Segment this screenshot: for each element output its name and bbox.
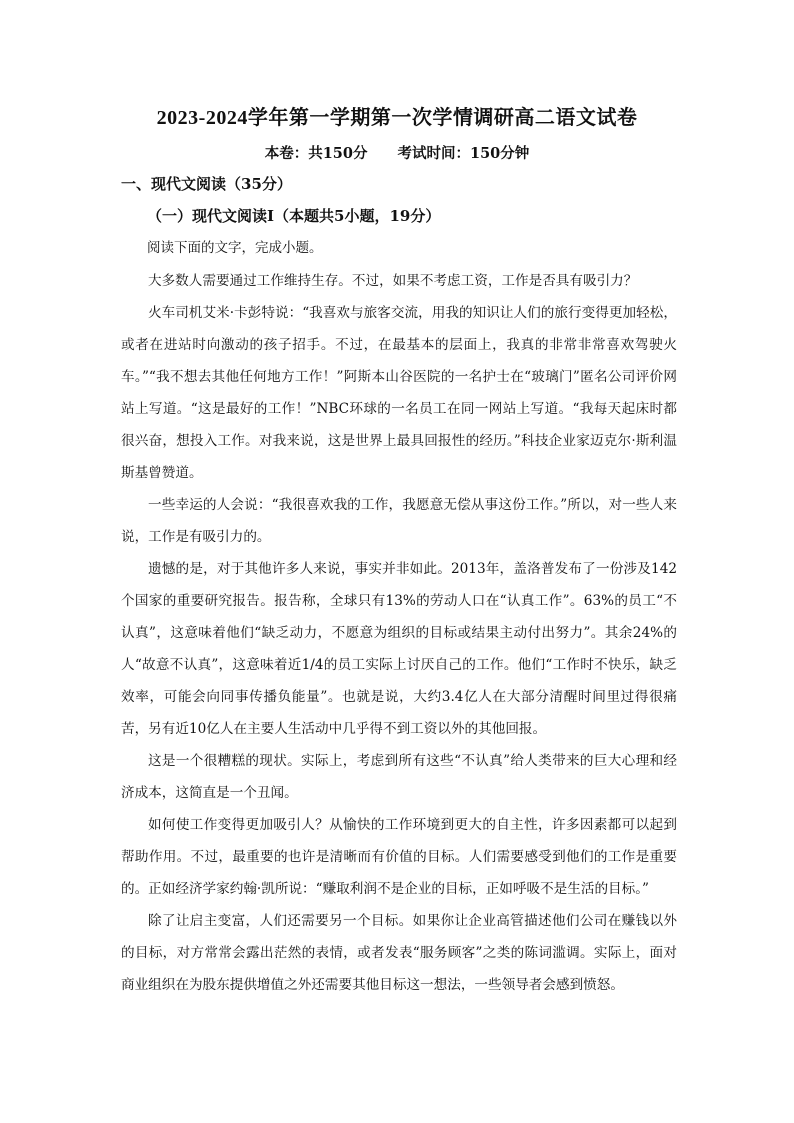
passage-paragraph-2: 火车司机艾米·卡彭特说：“我喜欢与旅客交流，用我的知识让人们的旅行变得更加轻松，或者在进站时向激动的孩子招手。不过，在最基本的层面上，我真的非常非常喜欢驾驶火车。”“我不想去其他任何地方工作！”阿斯本山谷医院的一名护士在“玻璃门”匿名公司评价网站上写道。“这是最好的工作！”NBC环球的一名员工在同一网站上写道。“我每天起床时都很兴奋，想投入工作。对我来说，这是世界上最具回报性的经历。”科技企业家迈克尔·斯利温斯基曾赞道。 bbox=[121, 305, 677, 481]
passage-paragraph-1: 大多数人需要通过工作维持生存。不过，如果不考虑工资，工作是否具有吸引力？ bbox=[148, 273, 638, 289]
passage-paragraph-5: 这是一个很糟糕的现状。实际上，考虑到所有这些“不认真”给人类带来的巨大心理和经济成本，这简直是一个丑闻。 bbox=[121, 753, 677, 801]
section-heading: 一、现代文阅读（35分） bbox=[121, 175, 292, 193]
reading-passage bbox=[121, 265, 677, 1001]
total-score-text: 本卷：共150分 bbox=[264, 145, 368, 162]
reading-instruction: 阅读下面的文字，完成小题。 bbox=[147, 240, 323, 256]
passage-paragraph-7: 除了让启主变富，人们还需要另一个目标。如果你让企业高管描述他们公司在赚钱以外的目标，对方常常会露出茫然的表情，或者发表“服务顾客”之类的陈词滥调。实际上，面对商业组织在为股东提供增值之外还需要其他目标这一想法，一些领导者会感到愤怒。 bbox=[121, 913, 677, 993]
exam-info-line bbox=[0, 142, 794, 166]
passage-paragraph-3: 一些幸运的人会说：“我很喜欢我的工作，我愿意无偿从事这份工作。”所以，对一些人来说，工作是有吸引力的。 bbox=[121, 497, 677, 545]
exam-time-text: 考试时间：150分钟 bbox=[397, 145, 530, 162]
passage-paragraph-4: 遗憾的是，对于其他许多人来说，事实并非如此。2013年，盖洛普发布了一份涉及142个国家的重要研究报告。报告称，全球只有13%的劳动人口在“认真工作”。63%的员工“不认真”，这意味着他们“缺乏动力，不愿意为组织的目标或结果主动付出努力”。其余24%的人“故意不认真”，这意味着近1/4的员工实际上讨厌自己的工作。他们“工作时不快乐，缺乏效率，可能会向同事传播负能量”。也就是说，大约3.4亿人在大部分清醒时间里过得很痛苦，另有近10亿人在主要人生活动中几乎得不到工资以外的其他回报。 bbox=[121, 561, 677, 737]
passage-paragraph-6: 如何使工作变得更加吸引人？从愉快的工作环境到更大的自主性，许多因素都可以起到帮助作用。不过，最重要的也许是清晰而有价值的目标。人们需要感受到他们的工作是重要的。正如经济学家约翰·凯所说：“赚取利润不是企业的目标，正如呼吸不是生活的目标。” bbox=[121, 817, 677, 897]
subsection-heading: （一）现代文阅读Ⅰ（本题共5小题，19分） bbox=[147, 207, 441, 225]
exam-title: 2023-2024学年第一学期第一次学情调研高二语文试卷 bbox=[156, 107, 638, 129]
